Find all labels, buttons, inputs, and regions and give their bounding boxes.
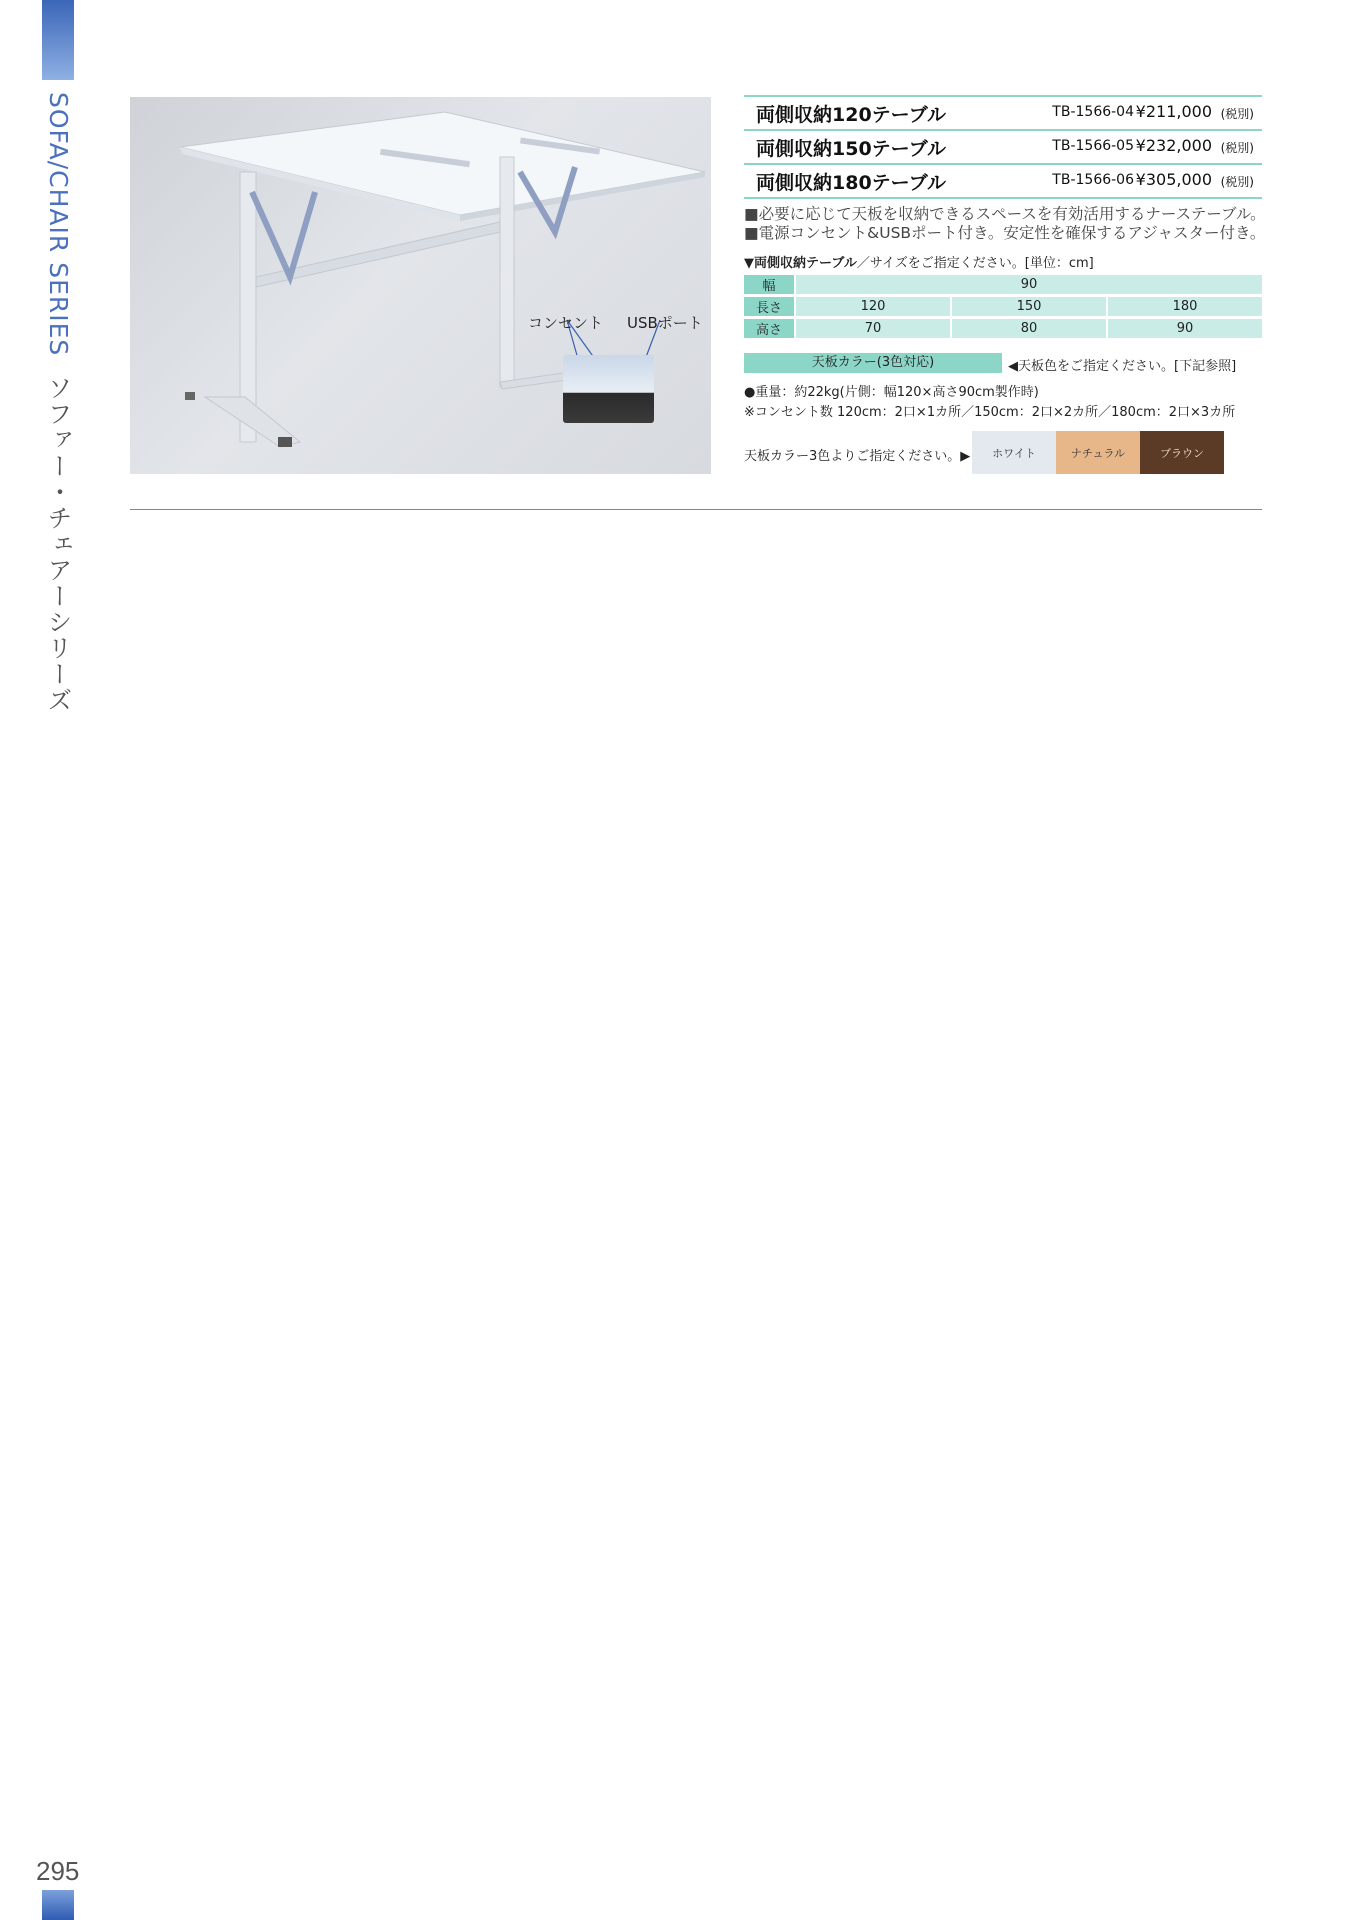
swatch-prompt: 天板カラー3色よりご指定ください。▶ bbox=[744, 449, 971, 464]
size-value-width: 90 bbox=[796, 275, 1262, 294]
series-label-en: SOFA/CHAIR SERIES bbox=[44, 92, 73, 357]
product-description bbox=[744, 205, 1266, 243]
size-value-height: 80 bbox=[952, 319, 1106, 338]
size-label-width: 幅 bbox=[744, 275, 794, 294]
size-value-length: 150 bbox=[952, 297, 1106, 316]
top-color-label: 天板カラー(3色対応) bbox=[744, 353, 1002, 373]
section-divider bbox=[130, 509, 1262, 510]
callout-outlet: コンセント bbox=[528, 314, 604, 332]
callout-usb-port: USBポート bbox=[627, 314, 703, 332]
product-photo bbox=[130, 97, 711, 474]
product-tax-note: (税別) bbox=[1220, 141, 1254, 155]
product-price: ¥232,000 bbox=[1135, 136, 1212, 155]
side-color-bar-bottom bbox=[42, 1890, 74, 1920]
size-row-length bbox=[744, 297, 1262, 316]
product-code: TB-1566-05 bbox=[1052, 138, 1134, 154]
product-code: TB-1566-04 bbox=[1052, 104, 1134, 120]
size-row-height bbox=[744, 319, 1262, 338]
series-label-jp: ソファー・チェアーシリーズ bbox=[44, 375, 73, 714]
swatch-brown: ブラウン bbox=[1140, 431, 1224, 474]
size-value-length: 180 bbox=[1108, 297, 1262, 316]
size-note-title: ▼両側収納テーブル bbox=[744, 256, 857, 271]
product-name: 両側収納120テーブル bbox=[756, 104, 946, 126]
product-row bbox=[744, 97, 1262, 131]
specs bbox=[744, 383, 1235, 423]
page-number: 295 bbox=[36, 1856, 80, 1886]
product-name: 両側収納150テーブル bbox=[756, 138, 946, 160]
size-row-width bbox=[744, 275, 1262, 294]
spec-weight: ●重量：約22kg(片側：幅120×高さ90cm製作時) bbox=[744, 385, 1039, 400]
size-value-height: 70 bbox=[796, 319, 950, 338]
side-color-bar-top bbox=[42, 0, 74, 80]
product-price: ¥211,000 bbox=[1135, 102, 1212, 121]
top-color-note: ◀天板色をご指定ください。[下記参照] bbox=[1008, 359, 1237, 374]
description-line: ■電源コンセント&USBポート付き。安定性を確保するアジャスター付き。 bbox=[744, 224, 1266, 242]
swatch-natural: ナチュラル bbox=[1056, 431, 1140, 474]
outlet-closeup-inset bbox=[563, 355, 654, 423]
product-list bbox=[744, 95, 1262, 199]
size-label-length: 長さ bbox=[744, 297, 794, 316]
product-price: ¥305,000 bbox=[1135, 170, 1212, 189]
size-value-height: 90 bbox=[1108, 319, 1262, 338]
spec-outlets: ※コンセント数 120cm：2口×1カ所／150cm：2口×2カ所／180cm：2口×3カ所 bbox=[744, 405, 1236, 420]
size-note bbox=[744, 252, 1094, 271]
size-table bbox=[744, 272, 1262, 341]
swatch-white: ホワイト bbox=[972, 431, 1056, 474]
product-name: 両側収納180テーブル bbox=[756, 172, 946, 194]
description-line: ■必要に応じて天板を収納できるスペースを有効活用するナーステーブル。 bbox=[744, 205, 1266, 223]
product-row bbox=[744, 131, 1262, 165]
size-value-length: 120 bbox=[796, 297, 950, 316]
product-tax-note: (税別) bbox=[1220, 107, 1254, 121]
size-label-height: 高さ bbox=[744, 319, 794, 338]
product-code: TB-1566-06 bbox=[1052, 172, 1134, 188]
product-tax-note: (税別) bbox=[1220, 175, 1254, 189]
size-note-text: ／サイズをご指定ください。[単位：cm] bbox=[856, 256, 1094, 271]
product-row bbox=[744, 165, 1262, 199]
color-swatches bbox=[972, 431, 1224, 474]
series-label bbox=[40, 92, 76, 713]
